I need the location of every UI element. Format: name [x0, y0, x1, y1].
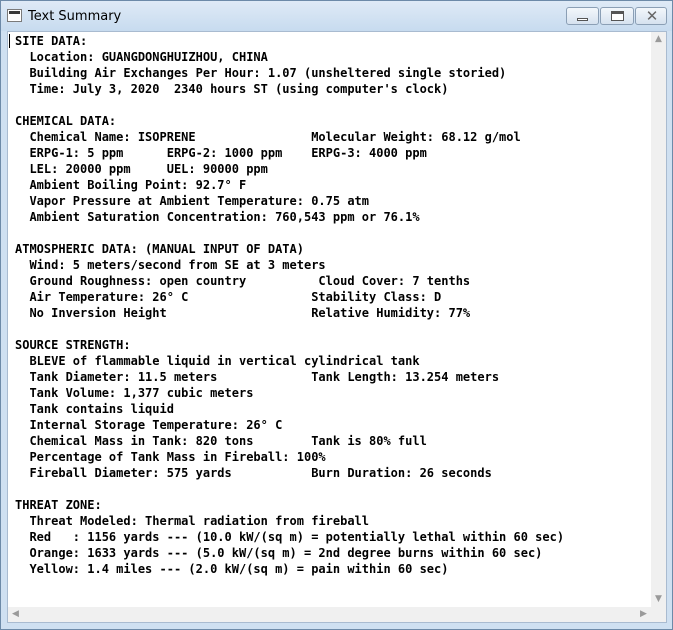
window-title: Text Summary [28, 9, 122, 24]
text-line: Red : 1156 yards --- (10.0 kW/(sq m) = potentially lethal within 60 sec) [15, 530, 565, 544]
minimize-button[interactable] [566, 7, 599, 25]
text-line: Building Air Exchanges Per Hour: 1.07 (unsheltered single storied) [15, 66, 507, 80]
text-line: Tank Volume: 1,377 cubic meters [15, 386, 254, 400]
text-line: CHEMICAL DATA: [15, 114, 117, 128]
text-line: Threat Modeled: Thermal radiation from fireball [15, 514, 370, 528]
text-line: Ground Roughness: open country Cloud Cover: 7 tenths [15, 274, 471, 288]
horizontal-scrollbar[interactable] [8, 607, 651, 622]
text-line: Location: GUANGDONGHUIZHOU, CHINA [15, 50, 268, 64]
maximize-button[interactable] [600, 7, 634, 25]
text-line: Wind: 5 meters/second from SE at 3 meters [15, 258, 326, 272]
text-line: Tank contains liquid [15, 402, 174, 416]
close-button[interactable] [635, 7, 667, 25]
text-line: Yellow: 1.4 miles --- (2.0 kW/(sq m) = pain within 60 sec) [15, 562, 449, 576]
text-line: Vapor Pressure at Ambient Temperature: 0.75 atm [15, 194, 370, 208]
text-line: No Inversion Height Relative Humidity: 77% [15, 306, 471, 320]
text-area-frame [7, 31, 667, 623]
text-line: LEL: 20000 ppm UEL: 90000 ppm [15, 162, 268, 176]
close-icon: ✕ [645, 7, 659, 25]
scroll-right-icon[interactable]: ▶ [640, 609, 647, 619]
text-line: Chemical Mass in Tank: 820 tons Tank is 80% full [15, 434, 427, 448]
summary-text-area[interactable] [8, 32, 651, 607]
text-line: Ambient Boiling Point: 92.7° F [15, 178, 247, 192]
scrollbar-corner [651, 607, 666, 622]
text-line: ERPG-1: 5 ppm ERPG-2: 1000 ppm ERPG-3: 4000 ppm [15, 146, 427, 160]
text-line: THREAT ZONE: [15, 498, 102, 512]
text-line: SOURCE STRENGTH: [15, 338, 131, 352]
text-line: SITE DATA: [15, 34, 88, 48]
text-line: BLEVE of flammable liquid in vertical cylindrical tank [15, 354, 420, 368]
text-line: Fireball Diameter: 575 yards Burn Duration: 26 seconds [15, 466, 492, 480]
text-line: ATMOSPHERIC DATA: (MANUAL INPUT OF DATA) [15, 242, 304, 256]
text-line: Percentage of Tank Mass in Fireball: 100% [15, 450, 326, 464]
text-line: Tank Diameter: 11.5 meters Tank Length: 13.254 meters [15, 370, 500, 384]
text-line: Chemical Name: ISOPRENE Molecular Weight: 68.12 g/mol [15, 130, 521, 144]
text-caret [9, 34, 10, 48]
app-icon [7, 9, 22, 22]
text-line: Time: July 3, 2020 2340 hours ST (using computer's clock) [15, 82, 449, 96]
scroll-up-icon[interactable]: ▲ [655, 34, 662, 44]
text-line: Ambient Saturation Concentration: 760,543 ppm or 76.1% [15, 210, 420, 224]
scroll-down-icon[interactable]: ▼ [655, 594, 662, 604]
vertical-scrollbar[interactable] [651, 32, 666, 607]
text-line: Internal Storage Temperature: 26° C [15, 418, 283, 432]
title-bar[interactable] [1, 1, 672, 31]
minimize-icon [577, 18, 588, 21]
text-line: Air Temperature: 26° C Stability Class: D [15, 290, 442, 304]
scroll-left-icon[interactable]: ◀ [12, 609, 19, 619]
text-line: Orange: 1633 yards --- (5.0 kW/(sq m) = 2nd degree burns within 60 sec) [15, 546, 543, 560]
maximize-icon [611, 11, 624, 21]
